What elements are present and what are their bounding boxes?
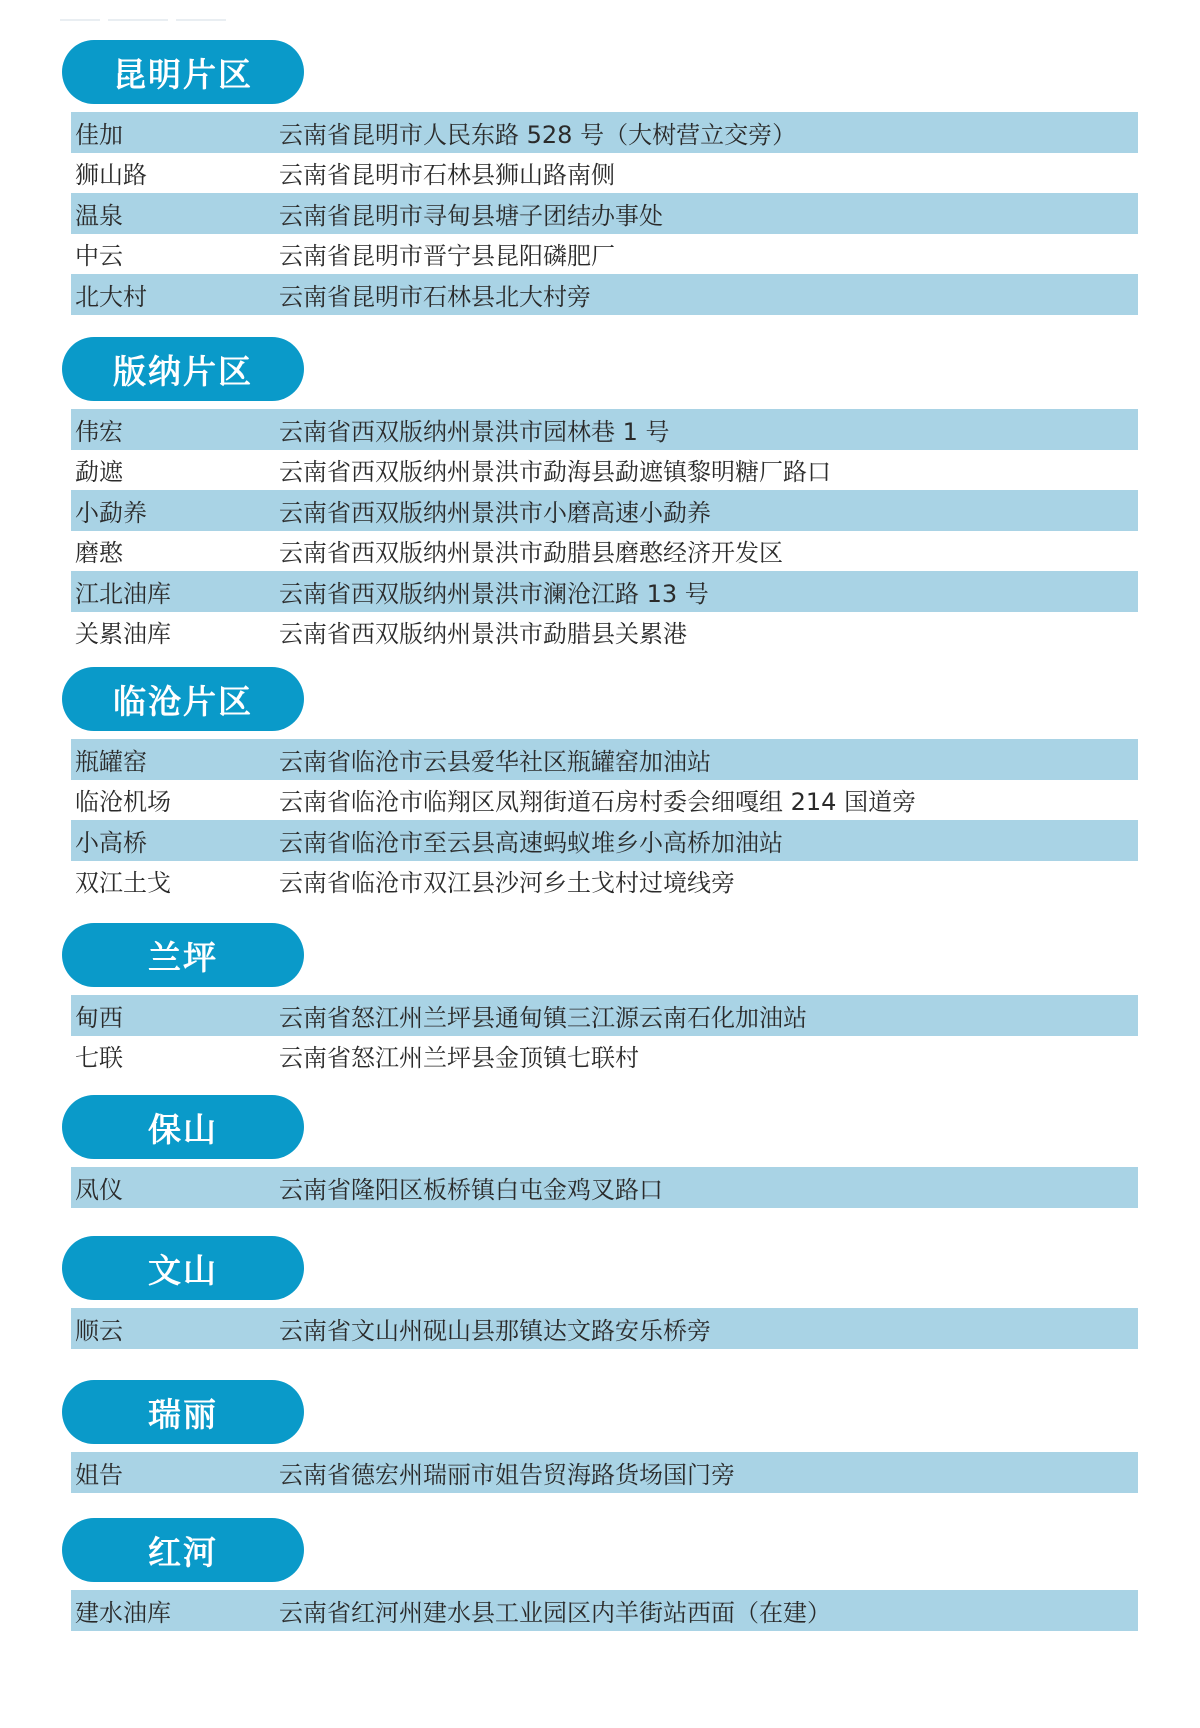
station-row <box>71 234 1138 275</box>
region-title: 兰坪 <box>62 923 304 987</box>
station-name: 七联 <box>75 1044 123 1073</box>
station-name: 伟宏 <box>75 417 123 446</box>
station-address: 云南省昆明市人民东路 528 号（大树营立交旁） <box>279 120 797 149</box>
station-row <box>71 995 1138 1036</box>
station-row <box>71 1452 1138 1493</box>
station-address: 云南省临沧市至云县高速蚂蚁堆乡小高桥加油站 <box>279 828 783 857</box>
station-row <box>71 739 1138 780</box>
station-address: 云南省隆阳区板桥镇白屯金鸡叉路口 <box>279 1175 663 1204</box>
station-name: 双江土戈 <box>75 869 171 898</box>
station-address: 云南省临沧市云县爱华社区瓶罐窑加油站 <box>279 747 711 776</box>
station-row <box>71 571 1138 612</box>
station-address: 云南省西双版纳州景洪市小磨高速小勐养 <box>279 498 711 527</box>
station-name: 中云 <box>75 242 123 271</box>
station-row <box>71 450 1138 491</box>
region-title: 瑞丽 <box>62 1380 304 1444</box>
station-row <box>71 112 1138 153</box>
station-list <box>71 995 1138 1076</box>
station-name: 江北油库 <box>75 579 171 608</box>
station-name: 建水油库 <box>75 1598 171 1627</box>
station-list <box>71 739 1138 901</box>
station-list <box>71 409 1138 652</box>
station-name: 狮山路 <box>75 161 147 190</box>
station-name: 小勐养 <box>75 498 147 527</box>
station-row <box>71 780 1138 821</box>
station-name: 小高桥 <box>75 828 147 857</box>
station-address: 云南省德宏州瑞丽市姐告贸海路货场国门旁 <box>279 1460 735 1489</box>
station-address: 云南省西双版纳州景洪市勐海县勐遮镇黎明糖厂路口 <box>279 458 831 487</box>
station-list <box>71 1452 1138 1493</box>
station-name: 佳加 <box>75 120 123 149</box>
station-row <box>71 409 1138 450</box>
station-list <box>71 112 1138 315</box>
station-name: 姐告 <box>75 1460 123 1489</box>
station-row <box>71 274 1138 315</box>
station-address: 云南省昆明市晋宁县昆阳磷肥厂 <box>279 242 615 271</box>
station-row <box>71 612 1138 653</box>
station-row <box>71 531 1138 572</box>
station-name: 临沧机场 <box>75 788 171 817</box>
station-name: 磨憨 <box>75 539 123 568</box>
top-decoration <box>60 16 250 24</box>
station-row <box>71 193 1138 234</box>
station-list <box>71 1167 1138 1208</box>
region-title: 保山 <box>62 1095 304 1159</box>
station-address: 云南省西双版纳州景洪市园林巷 1 号 <box>279 417 670 446</box>
region-title: 昆明片区 <box>62 40 304 104</box>
station-address: 云南省临沧市临翔区凤翔街道石房村委会细嘎组 214 国道旁 <box>279 788 917 817</box>
station-name: 北大村 <box>75 282 147 311</box>
station-address: 云南省怒江州兰坪县通甸镇三江源云南石化加油站 <box>279 1003 807 1032</box>
station-name: 关累油库 <box>75 620 171 649</box>
station-name: 瓶罐窑 <box>75 747 147 776</box>
station-address: 云南省昆明市石林县狮山路南侧 <box>279 161 615 190</box>
station-row <box>71 820 1138 861</box>
station-list <box>71 1590 1138 1631</box>
station-address: 云南省红河州建水县工业园区内羊街站西面（在建） <box>279 1598 831 1627</box>
station-name: 凤仪 <box>75 1175 123 1204</box>
station-address: 云南省文山州砚山县那镇达文路安乐桥旁 <box>279 1316 711 1345</box>
station-address: 云南省西双版纳州景洪市勐腊县关累港 <box>279 620 687 649</box>
station-address: 云南省昆明市寻甸县塘子团结办事处 <box>279 201 663 230</box>
region-title: 版纳片区 <box>62 337 304 401</box>
station-address: 云南省怒江州兰坪县金顶镇七联村 <box>279 1044 639 1073</box>
region-title: 红河 <box>62 1518 304 1582</box>
station-name: 甸西 <box>75 1003 123 1032</box>
station-row <box>71 1167 1138 1208</box>
station-name: 勐遮 <box>75 458 123 487</box>
station-address: 云南省西双版纳州景洪市勐腊县磨憨经济开发区 <box>279 539 783 568</box>
station-address: 云南省临沧市双江县沙河乡土戈村过境线旁 <box>279 869 735 898</box>
region-title: 文山 <box>62 1236 304 1300</box>
station-list <box>71 1308 1138 1349</box>
station-row <box>71 1590 1138 1631</box>
station-row <box>71 1036 1138 1077</box>
station-row <box>71 861 1138 902</box>
station-address: 云南省昆明市石林县北大村旁 <box>279 282 591 311</box>
station-row <box>71 490 1138 531</box>
station-address: 云南省西双版纳州景洪市澜沧江路 13 号 <box>279 579 709 608</box>
station-name: 温泉 <box>75 201 123 230</box>
station-name: 顺云 <box>75 1316 123 1345</box>
region-title: 临沧片区 <box>62 667 304 731</box>
station-row <box>71 1308 1138 1349</box>
station-row <box>71 153 1138 194</box>
